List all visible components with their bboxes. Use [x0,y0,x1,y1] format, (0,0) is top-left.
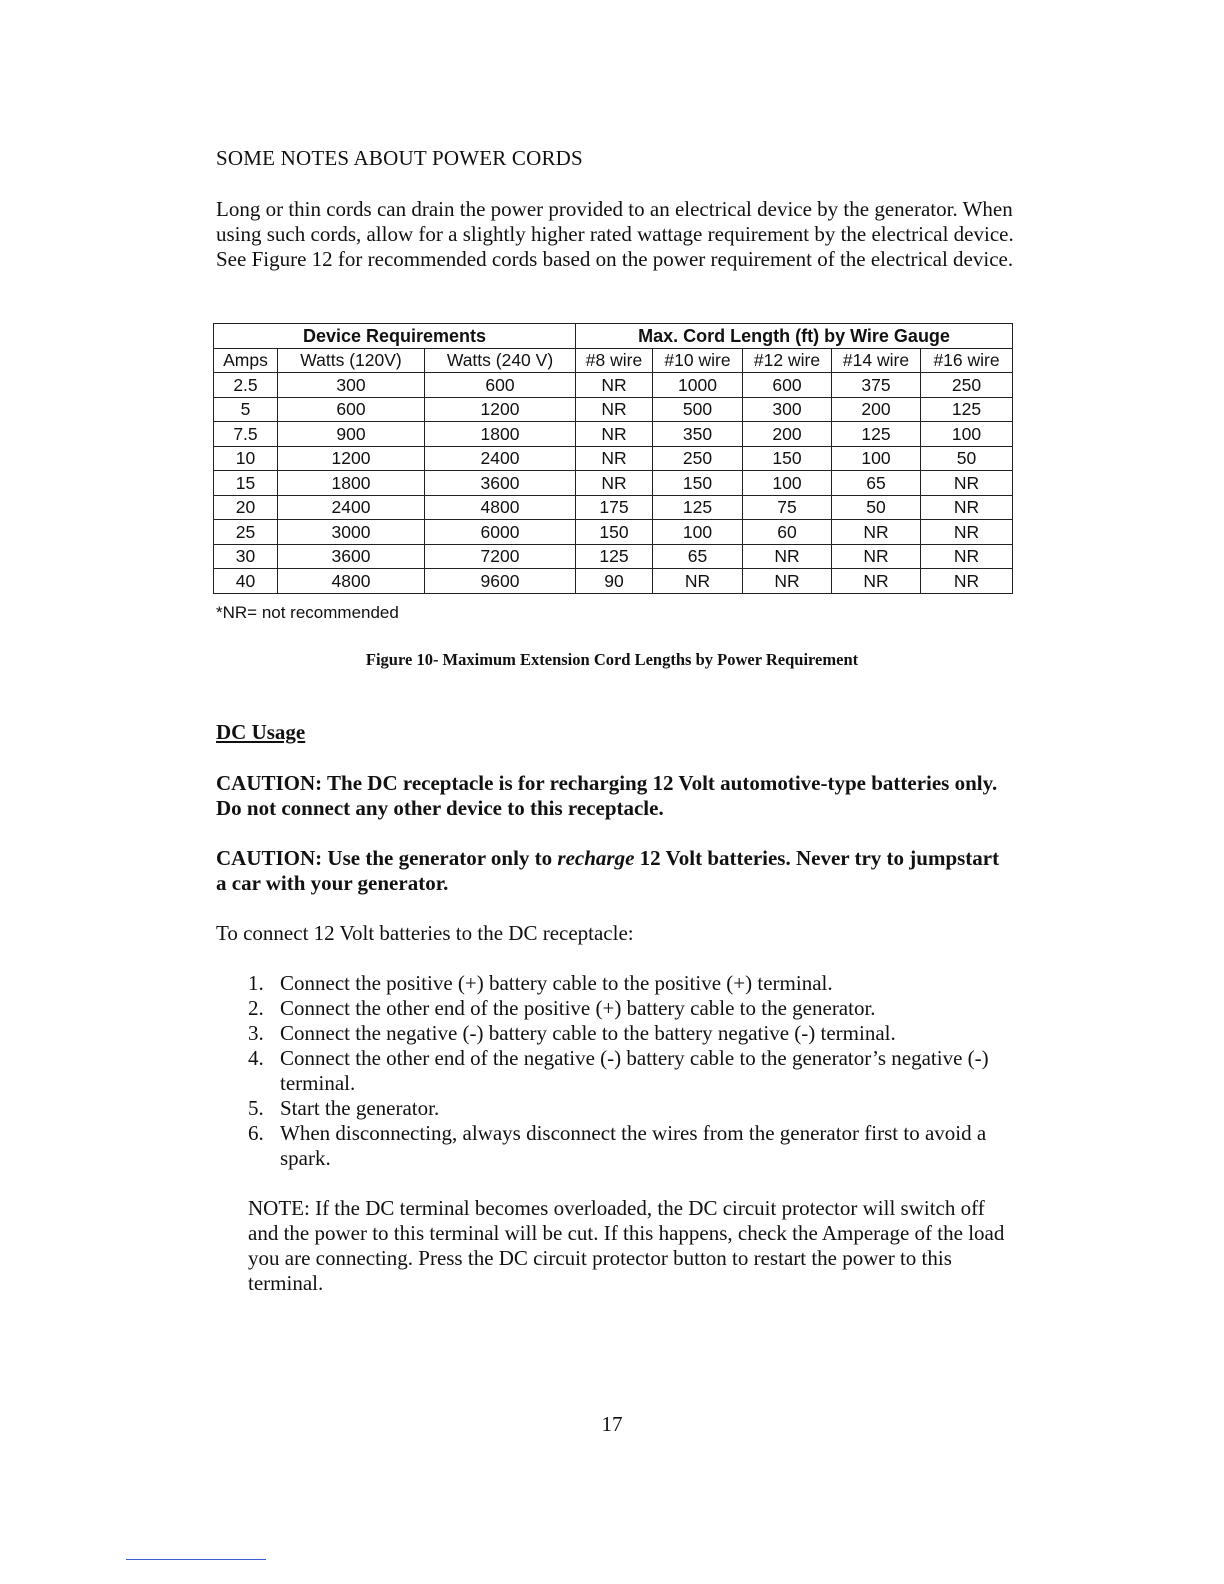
table-cell: NR [832,520,921,545]
table-cell: 600 [278,397,425,422]
caution-text-after: 12 Volt batteries. Never try to jumpstart a car with your generator. [216,846,1000,895]
table-row [214,569,1013,594]
step-text: Start the generator. [280,1096,440,1120]
table-cell: 3600 [425,471,576,496]
table-cell: 500 [653,397,743,422]
table-cell: 4800 [278,569,425,594]
table-cell: 40 [214,569,278,594]
step-number: 5. [248,1096,264,1120]
table-row [214,495,1013,520]
cord-length-table [213,323,1013,594]
table-cell: 10 [214,446,278,471]
table-cell: NR [743,544,832,569]
table-cell: 1800 [425,422,576,447]
table-cell: NR [832,569,921,594]
table-cell: 375 [832,373,921,398]
step-item [248,1046,1008,1096]
table-cell: 20 [214,495,278,520]
table-cell: NR [576,373,653,398]
dc-usage-heading: DC Usage [216,720,306,744]
page-number: 17 [601,1412,623,1436]
intro-paragraph: Long or thin cords can drain the power provided to an electrical device by the generator. When using such cords, allow for a slightly higher rated wattage requirement by the electrical device. See Figure 12 for recommended cords based on the power requirement of the electrical device. [216,197,1014,271]
step-number: 1. [248,971,264,995]
table-cell: 250 [921,373,1013,398]
table-cell: 65 [832,471,921,496]
column-header: Amps [214,348,278,373]
table-row [214,373,1013,398]
table-cell: 1200 [425,397,576,422]
table-cell: 2.5 [214,373,278,398]
table-cell: 50 [832,495,921,520]
step-number: 2. [248,996,264,1020]
table-row [214,520,1013,545]
table-cell: 150 [743,446,832,471]
figure-caption: Figure 10- Maximum Extension Cord Lengths by Power Requirement [365,650,859,669]
step-number: 4. [248,1046,264,1070]
table-cell: 50 [921,446,1013,471]
table-cell: NR [921,471,1013,496]
table-cell: 100 [743,471,832,496]
step-item [248,1121,1008,1171]
table-cell: 300 [278,373,425,398]
table-cell: NR [576,422,653,447]
footer-rule [126,1559,266,1560]
table-row [214,422,1013,447]
table-cell: 900 [278,422,425,447]
column-header: #8 wire [576,348,653,373]
table-cell: 25 [214,520,278,545]
column-header: #12 wire [743,348,832,373]
table-cell: 100 [832,446,921,471]
step-text: Connect the positive (+) battery cable to the positive (+) terminal. [280,971,833,995]
column-header-row [214,348,1013,373]
table-cell: 9600 [425,569,576,594]
step-number: 6. [248,1121,264,1145]
column-header: Watts (240 V) [425,348,576,373]
table-cell: 3000 [278,520,425,545]
table-cell: 7.5 [214,422,278,447]
step-item [248,1021,1008,1046]
step-text: When disconnecting, always disconnect the wires from the generator first to avoid a spark. [280,1121,987,1170]
table-footnote: *NR= not recommended [216,603,399,622]
table-cell: NR [921,544,1013,569]
step-item [248,996,1008,1021]
table-cell: 90 [576,569,653,594]
table-cell: 125 [653,495,743,520]
table-cell: NR [921,495,1013,520]
step-number: 3. [248,1021,264,1045]
step-text: Connect the other end of the negative (-) battery cable to the generator’s negative (-) terminal. [280,1046,989,1095]
table-cell: 150 [576,520,653,545]
table-cell: 125 [832,422,921,447]
step-text: Connect the negative (-) battery cable to the battery negative (-) terminal. [280,1021,896,1045]
table-cell: 100 [921,422,1013,447]
table-cell: 30 [214,544,278,569]
table-row [214,446,1013,471]
table-row [214,471,1013,496]
table-cell: 60 [743,520,832,545]
table-cell: NR [576,471,653,496]
table-cell: 350 [653,422,743,447]
table-cell: 1000 [653,373,743,398]
table-cell: 3600 [278,544,425,569]
table-cell: NR [832,544,921,569]
table-cell: NR [743,569,832,594]
table-row [214,397,1013,422]
caution-emphasis: recharge [557,846,635,870]
table-cell: 250 [653,446,743,471]
table-cell: 1200 [278,446,425,471]
table-cell: 15 [214,471,278,496]
table-cell: 65 [653,544,743,569]
section-title: SOME NOTES ABOUT POWER CORDS [216,146,583,170]
table-cell: 125 [576,544,653,569]
table-cell: 75 [743,495,832,520]
step-item [248,1096,1008,1121]
table-row [214,544,1013,569]
table-cell: 2400 [278,495,425,520]
caution-receptacle: CAUTION: The DC receptacle is for recharging 12 Volt automotive-type batteries only. Do not connect any other device to this receptacle. [216,771,998,820]
connection-steps [248,971,1008,1171]
table-cell: 6000 [425,520,576,545]
caution-jumpstart [216,846,1006,896]
table-cell: 200 [743,422,832,447]
table-cell: 600 [425,373,576,398]
group-header-row [214,324,1013,349]
table-cell: 175 [576,495,653,520]
step-item [248,971,1008,996]
dc-note: NOTE: If the DC terminal becomes overloaded, the DC circuit protector will switch off and the power to this terminal will be cut. If this happens, check the Amperage of the load you are connecting. Press the DC circuit protector button to restart the power to this terminal. [248,1196,1005,1295]
column-header: Watts (120V) [278,348,425,373]
table-cell: 5 [214,397,278,422]
table-cell: NR [576,397,653,422]
group-header-cord-length: Max. Cord Length (ft) by Wire Gauge [576,324,1013,349]
table-cell: 100 [653,520,743,545]
table-cell: 1800 [278,471,425,496]
table-cell: 200 [832,397,921,422]
column-header: #16 wire [921,348,1013,373]
table-cell: 300 [743,397,832,422]
table-cell: 4800 [425,495,576,520]
table-cell: NR [653,569,743,594]
column-header: #14 wire [832,348,921,373]
caution-text-before: CAUTION: Use the generator only to [216,846,558,870]
step-text: Connect the other end of the positive (+) battery cable to the generator. [280,996,876,1020]
table-cell: NR [921,569,1013,594]
table-cell: NR [921,520,1013,545]
table-cell: 125 [921,397,1013,422]
column-header: #10 wire [653,348,743,373]
table-cell: 150 [653,471,743,496]
table-cell: NR [576,446,653,471]
group-header-device: Device Requirements [214,324,576,349]
table-cell: 7200 [425,544,576,569]
table-cell: 2400 [425,446,576,471]
table-body [214,373,1013,594]
connect-intro: To connect 12 Volt batteries to the DC receptacle: [216,921,634,945]
table-cell: 600 [743,373,832,398]
